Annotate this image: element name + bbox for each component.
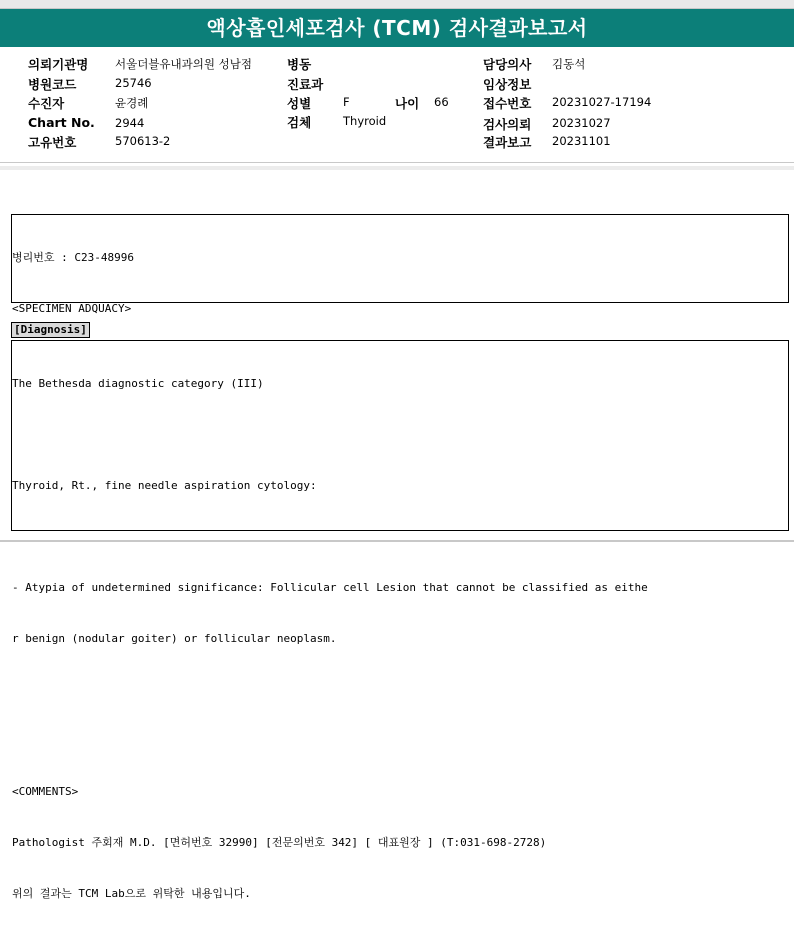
diagnosis-line <box>12 681 788 698</box>
label-doctor: 담당의사 <box>483 57 532 72</box>
label-patient: 수진자 <box>28 96 65 111</box>
diagnosis-line: Pathologist 주회재 M.D. [면허번호 32990] [전문의번호 342] [ 대표원장 ] (T:031-698-2728) <box>12 836 547 849</box>
value-age: 66 <box>434 95 449 109</box>
specimen-panel <box>11 214 789 315</box>
diagnosis-line <box>12 426 788 443</box>
result-content <box>0 170 794 900</box>
diagnosis-line: <COMMENTS> <box>12 785 79 798</box>
value-specimen: Thyroid <box>343 114 387 128</box>
label-institution: 의뢰기관명 <box>28 57 89 72</box>
window-top-strip <box>0 0 794 9</box>
label-sex: 성별 <box>287 96 312 111</box>
label-receipt-no: 접수번호 <box>483 96 532 111</box>
label-ward: 병동 <box>287 57 312 72</box>
label-request-date: 검사의뢰 <box>483 117 532 132</box>
value-doctor: 김동석 <box>552 57 586 71</box>
diagnosis-line: r benign (nodular goiter) or follicular neoplasm. <box>12 632 337 645</box>
value-patient: 윤경례 <box>115 96 149 110</box>
diagnosis-line: Thyroid, Rt., fine needle aspiration cytology: <box>12 479 317 492</box>
value-hospital-code: 25746 <box>115 76 152 90</box>
label-chart-no: Chart No. <box>28 115 95 130</box>
label-department: 진료과 <box>287 77 324 92</box>
value-report-date: 20231101 <box>552 134 611 148</box>
specimen-line: <SPECIMEN ADQUACY> <box>12 302 132 315</box>
bottom-divider <box>0 540 794 542</box>
specimen-line: 병리번호 : C23-48996 <box>12 251 134 264</box>
label-unique-no: 고유번호 <box>28 135 77 150</box>
diagnosis-panel <box>11 340 789 900</box>
value-chart-no: 2944 <box>115 116 145 130</box>
diagnosis-line <box>12 732 788 749</box>
value-request-date: 20231027 <box>552 116 611 130</box>
divider <box>0 162 794 163</box>
label-clinical-info: 임상정보 <box>483 77 532 92</box>
value-receipt-no: 20231027-17194 <box>552 95 652 109</box>
patient-info-section <box>0 47 794 162</box>
diagnosis-line: The Bethesda diagnostic category (III) <box>12 377 264 390</box>
label-hospital-code: 병원코드 <box>28 77 77 92</box>
diagnosis-line: - Atypia of undetermined significance: Follicular cell Lesion that cannot be classified as eithe <box>12 581 648 594</box>
report-title: 액상흡인세포검사 (TCM) 검사결과보고서 <box>0 9 794 47</box>
label-report-date: 결과보고 <box>483 135 532 150</box>
value-institution: 서울더블유내과의원 성남점 <box>115 57 252 71</box>
diagnosis-line <box>12 528 788 545</box>
value-unique-no: 570613-2 <box>115 134 171 148</box>
diagnosis-line: 위의 결과는 TCM Lab으로 위탁한 내용입니다. <box>12 887 251 900</box>
value-sex: F <box>343 95 350 109</box>
label-age: 나이 <box>395 96 420 111</box>
diagnosis-tag: [Diagnosis] <box>11 322 90 338</box>
label-specimen: 검체 <box>287 115 312 130</box>
